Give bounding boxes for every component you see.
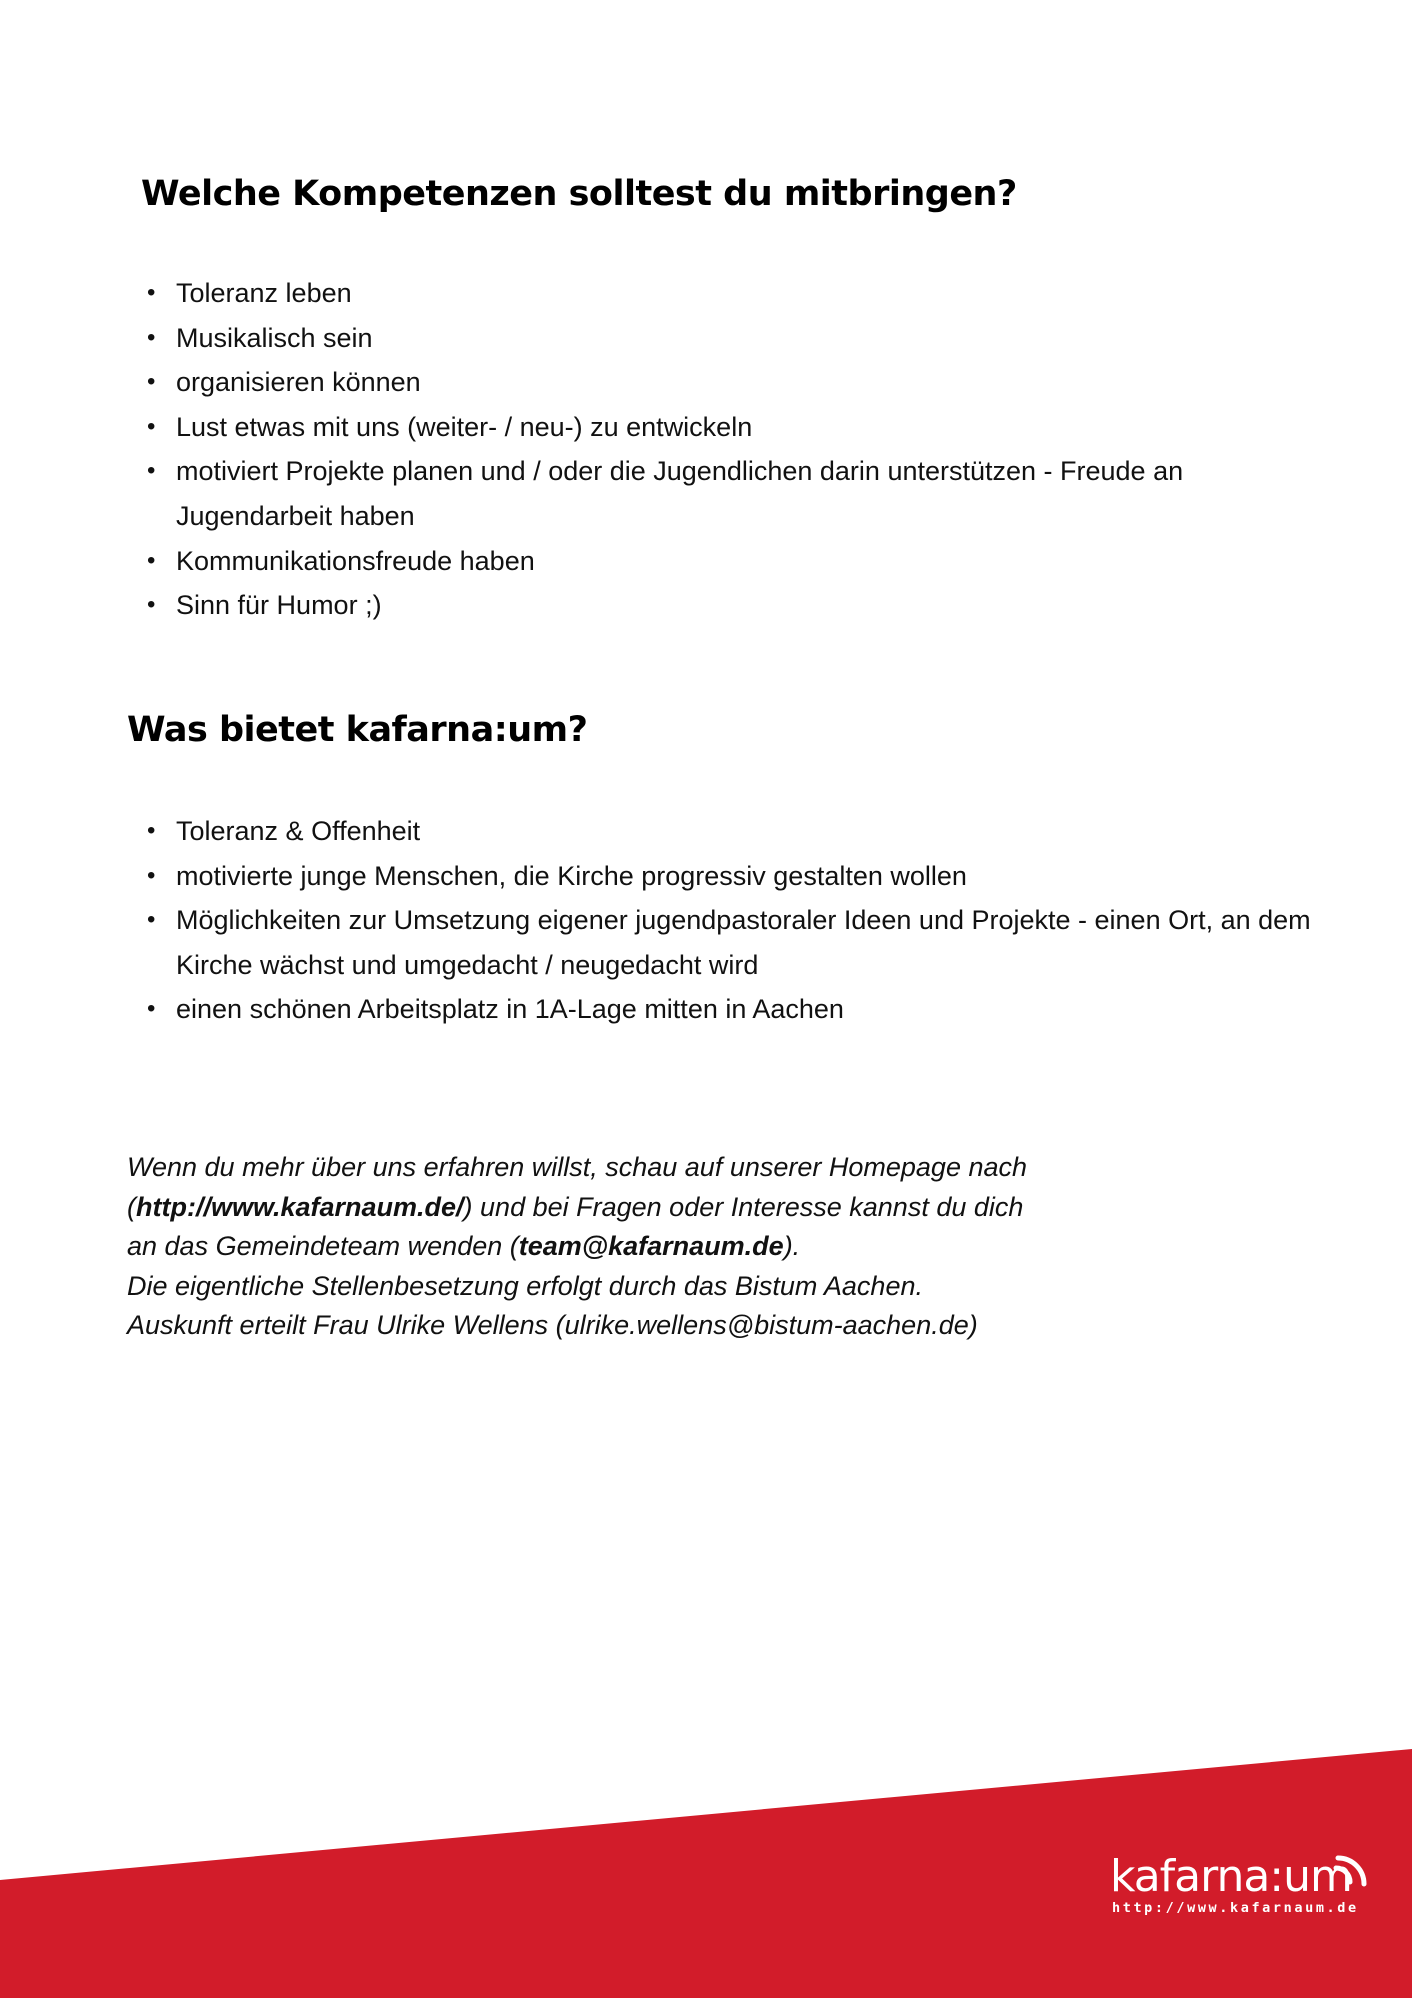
team-email-link[interactable]: team@kafarnaum.de [518,1231,784,1261]
bullet-icon: • [147,279,156,306]
bullet-icon: • [147,412,156,440]
list-item: • motiviert Projekte planen und / oder die Jugendlichen darin unterstützen - Freude an Jugendarbeit haben [141,449,1321,538]
homepage-link[interactable]: http://www.kafarnaum.de/ [136,1191,464,1222]
list-item: • motivierte junge Menschen, die Kirche progressiv gestalten wollen [141,854,1321,899]
closing-line-2: (http://www.kafarnaum.de/) und bei Fragen oder Interesse kannst du dich [127,1191,1024,1222]
signal-waves-icon [1332,1854,1372,1894]
logo-url: http://www.kafarnaum.de [1112,1900,1359,1916]
offer-heading: Was bietet kafarna:um? [127,710,588,750]
closing-line-5: Auskunft erteilt Frau Ulrike Wellens (ulrike.wellens@bistum-aachen.de) [127,1310,978,1340]
list-item: • Kommunikationsfreude haben [141,539,1321,584]
list-item: • Musikalisch sein [141,316,1321,361]
closing-line-4: Die eigentliche Stellenbesetzung erfolgt durch das Bistum Aachen. [127,1270,923,1301]
bullet-icon: • [147,906,156,934]
list-item: • organisieren können [141,360,1321,405]
bullet-icon: • [147,546,156,574]
bullet-icon: • [147,861,156,889]
kafarnaum-logo [1110,1852,1360,1922]
bullet-icon: • [147,368,156,396]
list-item: • Möglichkeiten zur Umsetzung eigener jugendpastoraler Ideen und Projekte - einen Ort, an dem Kirche wächst und umgedacht / neugedacht wird [141,898,1321,987]
bullet-icon: • [147,323,156,351]
bullet-icon: • [147,591,156,619]
closing-line-1: Wenn du mehr über uns erfahren willst, schau auf unserer Homepage nach [127,1152,1028,1182]
closing-line-3: an das Gemeindeteam wenden (team@kafarnaum.de). [127,1231,801,1261]
competencies-heading: Welche Kompetenzen solltest du mitbringen? [141,174,1017,214]
logo-wordmark: kafarna:um [1110,1851,1352,1902]
list-item: • Sinn für Humor ;) [141,583,1321,628]
bullet-icon: • [147,457,156,485]
bullet-icon: • [147,995,156,1023]
list-item: • Toleranz leben [141,271,1321,316]
list-item: • Lust etwas mit uns (weiter- / neu-) zu entwickeln [141,405,1321,450]
list-item: • einen schönen Arbeitsplatz in 1A-Lage mitten in Aachen [141,987,1321,1032]
bullet-icon: • [147,817,156,844]
list-item: • Toleranz & Offenheit [141,809,1321,854]
